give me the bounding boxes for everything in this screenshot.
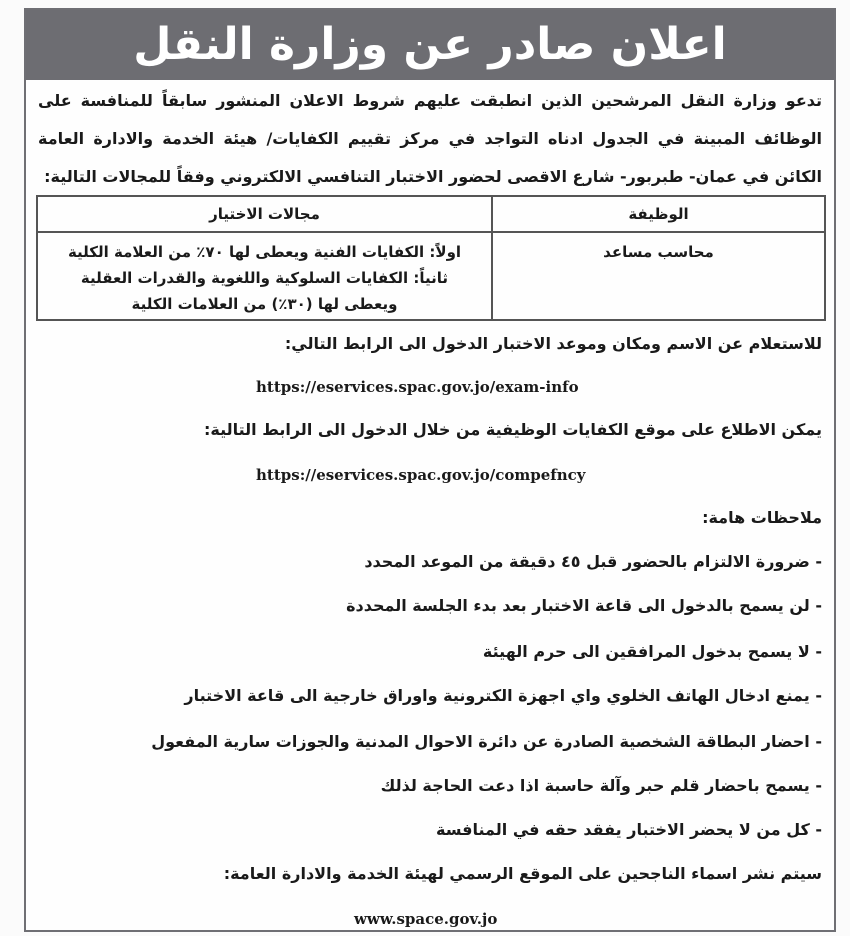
note-item: - كل من لا يحضر الاختبار يفقد حقه في المنافسة xyxy=(436,820,822,839)
closing-text: سيتم نشر اسماء الناجحين على الموقع الرسمي لهيئة الخدمة والادارة العامة: xyxy=(223,864,822,883)
field-line: اولاً: الكفايات الفنية ويعطى لها ٧٠٪ من العلامة الكلية xyxy=(67,243,462,261)
field-line: ويعطى لها (٣٠٪) من العلامات الكلية xyxy=(131,295,398,313)
note-item: - يسمح باحضار قلم حبر وآلة حاسبة اذا دعت الحاجة لذلك xyxy=(380,776,822,795)
table-row xyxy=(37,232,825,320)
cell-job: محاسب مساعد xyxy=(492,232,825,320)
note-item: - لن يسمح بالدخول الى قاعة الاختبار بعد بدء الجلسة المحددة xyxy=(346,596,822,615)
inquiry-text: للاستعلام عن الاسم ومكان وموعد الاختبار الدخول الى الرابط التالي: xyxy=(284,334,822,353)
competency-text: يمكن الاطلاع على موقع الكفايات الوظيفية من خلال الدخول الى الرابط التالية: xyxy=(203,420,822,439)
competency-link[interactable]: https://eservices.spac.gov.jo/compefncy xyxy=(256,466,586,484)
cell-fields xyxy=(37,232,492,320)
intro-paragraph: تدعو وزارة النقل المرشحين الذين انطبقت عليهم شروط الاعلان المنشور سابقاً للمنافسة على الوظائف المبينة في الجدول ادناه التواجد في مركز تقييم الكفايات/ هيئة الخدمة والادارة العامة الكائن في عمان- طبربور- شارع الاقصى لحضور الاختبار التنافسي الالكتروني وفقاً للمجالات التالية: xyxy=(38,91,822,186)
header-job: الوظيفة xyxy=(492,196,825,232)
note-item: - ضرورة الالتزام بالحضور قبل ٤٥ دقيقة من الموعد المحدد xyxy=(364,552,822,571)
note-item: - احضار البطاقة الشخصية الصادرة عن دائرة الاحوال المدنية والجوزات سارية المفعول xyxy=(151,732,822,751)
jobs-table xyxy=(36,195,826,321)
header-fields: مجالات الاختيار xyxy=(37,196,492,232)
website-link[interactable]: www.space.gov.jo xyxy=(354,910,498,928)
exam-info-link[interactable]: https://eservices.spac.gov.jo/exam-info xyxy=(256,378,579,396)
notes-heading: ملاحظات هامة: xyxy=(702,508,822,527)
announcement-frame xyxy=(24,8,836,932)
field-line: ثانياً: الكفايات السلوكية واللغوية والقدرات العقلية xyxy=(80,269,449,287)
table-header-row xyxy=(37,196,825,232)
note-item: - يمنع ادخال الهاتف الخلوي واي اجهزة الكترونية واوراق خارجية الى قاعة الاختبار xyxy=(184,686,822,705)
announcement-title: اعلان صادر عن وزارة النقل xyxy=(26,10,834,80)
note-item: - لا يسمح بدخول المرافقين الى حرم الهيئة xyxy=(482,642,822,661)
